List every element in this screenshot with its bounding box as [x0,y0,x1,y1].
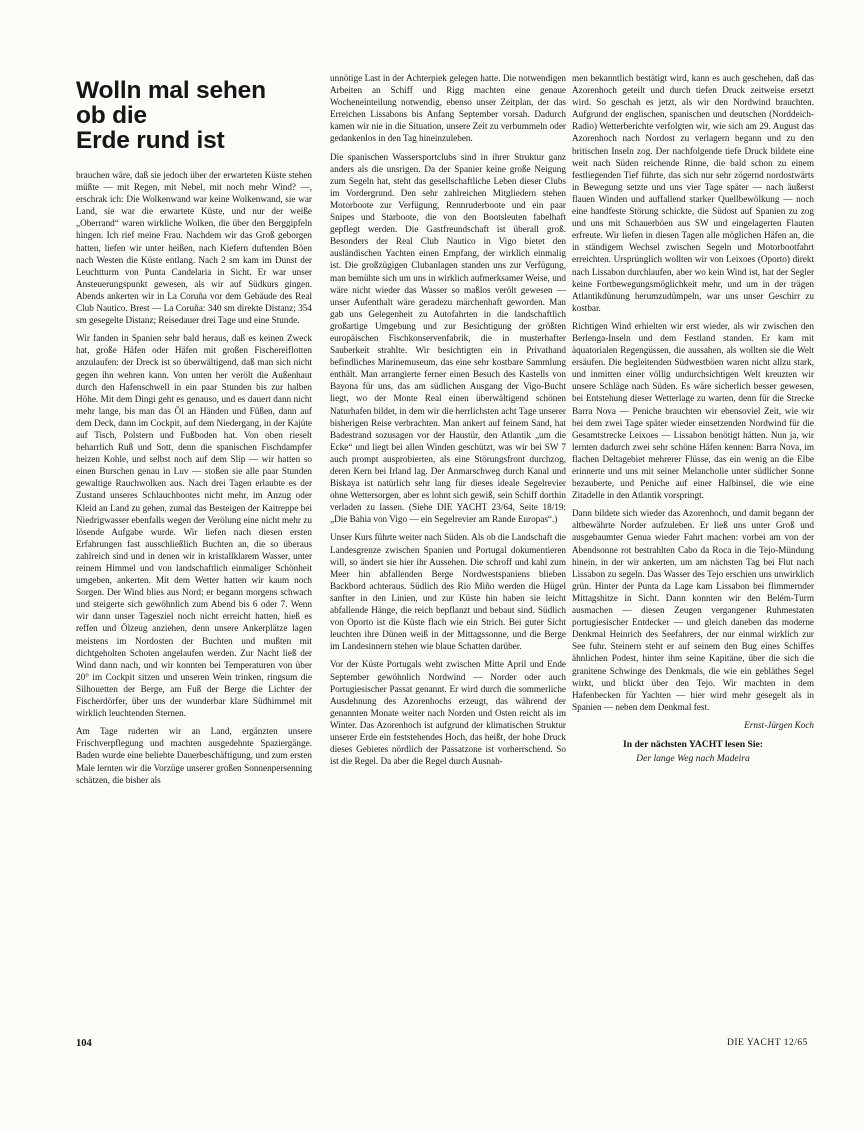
paragraph: unnötige Last in der Achterpiek gelegen hatte. Die notwendigen Arbeiten an Schiff und Rigg machten eine genaue Wocheneinteilung notwendig, ebenso unser Zeitplan, der das Erreichen Lissabons bis Anfang September vorsah. Dadurch kamen wir nie in die Situation, unsere Zeit zu verbummeln oder gedankenlos in den Tag hineinzuleben. [330,73,566,144]
paragraph: Unser Kurs führte weiter nach Süden. Als ob die Landschaft die Landesgrenze zwischen Spanien und Portugal dokumentieren will, so ändert sie hier ihr Aussehen. Die schroff und kahl zum Meer hin abfallenden Berge Nordwestspaniens blieben Backbord achteraus. Südlich des Rio Miño werden die Hügel sanfter in den Linien, und zur Küste hin haben sie leicht abfallende Hänge, die reich bepflanzt und bebaut sind. Südlich von Oporto ist die Küste flach wie ein Strich. Bei guter Sicht leuchten ihre Dünen weiß in der Mittagssonne, und die Berge im Landesinnern stehen wie blaue Schatten darüber. [330,532,566,652]
paragraph: Die spanischen Wassersportclubs sind in ihrer Struktur ganz anders als die unsrigen. Da der Spanier keine große Neigung zum Segeln hat, steht das gesellschaftliche Leben dieser Clubs im Vordergrund. Den sehr zahlreichen Mitgliedern stehen Motorboote zur Verfügung, Rennruderboote und ein paar Snipes und Starboote, die von den Bootsleuten fabelhaft gepflegt werden. Die Gastfreundschaft ist überall groß. Besonders der Real Club Nautico in Vigo bietet den ausländischen Yachten einen Empfang, der wirklich einmalig ist. Die großzügigen Clubanlagen standen uns zur Verfügung, man bemühte sich um uns in wirklich aufmerksamer Weise, und wäre nicht wieder das Wasser so maßlos verölt gewesen — unser Aufenthalt wäre geradezu märchenhaft geworden. Man gab uns Gelegenheit zu Autofahrten in die landschaftlich großartige Umgebung und zur Besichtigung der größten europäischen Fischkonservenfabrik, die in musterhafter Sauberkeit strahlte. Wir besichtigten ein in Privathand befindliches Marinemuseum, das eine sehr kostbare Sammlung enthält. Man arrangierte ferner einen Besuch des Kastells von Bayona für uns, das am südlichen Ausgang der Vigo-Bucht liegt, wo der Monte Real einen überwältigend schönen Naturhafen bildet, in dem wir die herrlichsten acht Tage unserer bisherigen Reise verbrachten. Man ankert auf feinem Sand, hat Badestrand sozusagen vor der Haustür, den Atlantik „um die Ecke“ und liegt bei allen Winden geschützt, was wir bei SW 7 auch prompt ausprobierten, als eine Störungsfront durchzog, deren Kern bei Irland lag. Der Anmarschweg durch Kanal und Biskaya ist natürlich sehr lang für dieses ideale Segelrevier ohne Wettersorgen, aber es lohnt sich gewiß, sein Schiff dorthin verladen zu lassen. (Siehe DIE YACHT 23/64, Seite 18/19: „Die Bahia von Vigo — ein Segelrevier am Rande Europas“.) [330,151,566,525]
next-issue-teaser [572,739,814,765]
paragraph: Wir fanden in Spanien sehr bald heraus, daß es keinen Zweck hat, große Häfen oder Häfen mit großen Fischereiflotten anzulaufen: der Dreck ist so überwältigend, daß man sich nicht gegen ihn wehren kann. Von unten her verölt die Außenhaut durch den Hafenschwell in ein paar Stunden bis zur halben Höhe. Mit dem Dingi geht es genauso, und es dauert dann nicht mehr lange, bis man das Öl an Händen und Füßen, dann auf dem Deck, dann im Cockpit, auf dem Niedergang, in der Kajüte auf Tisch, Polstern und Fußboden hat. Von oben rieselt beharrlich Ruß und Sott, denn die spanischen Fischdampfer heizen Kohle, und selbst noch auf dem Slip — wir hatten so einen Burschen genau in Luv — stoßen sie alle paar Stunden gewaltige Rauchwolken aus. Nach drei Tagen erlaubte es der Zustand unseres Schlauchbootes nicht mehr, im Anzug oder Kleid an Land zu gehen, zumal das Besteigen der Kaitreppe bei Niedrigwasser ebenfalls wegen der Verölung eine nicht mehr zu lösende Aufgabe wurde. Wir liefen nach diesen ersten Erfahrungen fast ausschließlich Buchten an, die so überaus zahlreich sind und in denen wir in kristallklarem Wasser, unter reinem Himmel und von landschaftlich einmaliger Schönheit umgeben, ankerten. Mit dem Wetter hatten wir kaum noch Sorgen. Der Wind blies aus Nord; er begann morgens schwach und steigerte sich gewöhnlich zum Abend bis 6 oder 7. Wenn wir dann unser Tagesziel noch nicht erreicht hatten, hieß es reffen und Ölzeug anziehen, denn unsere Ankerplätze lagen meistens im Nordosten der Buchten und mußten mit dichtgeholten Schoten angelaufen werden. Zur Nacht ließ der Wind dann nach, und wir konnten bei Temperaturen von über 20° im Cockpit sitzen und unseren Wein trinken, ringsum die Silhouetten der Berge, am Fuß der Berge die Lichter der Fischerdörfer, über uns der wunderbar klare Südhimmel mit wirklich leuchtenden Sternen. [76,333,312,719]
next-issue-title: Der lange Weg nach Madeira [636,753,750,765]
article-headline [76,78,312,153]
headline-line-3: Erde rund ist [76,127,225,154]
paragraph: Dann bildete sich wieder das Azorenhoch, und damit begann der altbewährte Norder aufzuleben. Er ließ uns unter Groß und ausgebaumter Genua wieder Fahrt machen: vorbei am von der Abendsonne rot bestrahlten Cabo da Roca in die Tejo-Mündung hinein, in der wir ankerten, um am nächsten Tag bei Flut nach Lissabon zu segeln. Das Wasser des Tejo erschien uns unwirklich grün. Hinter der Punta da Lage kam Lissabon bei flimmernder Mittagshitze in Sicht. Dann konnten wir den Belém-Turm ausmachen — diesen Zeugen vergangener Ruhmestaten portugiesischer Entdecker — und gleich daneben das moderne Denkmal Heinrich des Seefahrers, der nur einmal wirklich zur See fuhr. Steinern steht er auf seinem den Bug eines Schiffes ähnlichen Podest, hinter ihm seine Kapitäne, über die sich die granitene Schwinge des Denkmals, die wie ein gebläthes Segel wirkt, und blickt über den Tejo. Wir machten in dem Hafenbecken für Yachten — hier wird mehr gesegelt als in Spanien — neben dem Denkmal fest. [572,508,814,712]
headline-line-1: Wolln mal sehen [76,77,266,104]
paragraph: Am Tage ruderten wir an Land, ergänzten unsere Frischverpflegung und machten ausgedehnte Spaziergänge. Baden wurde eine beliebte Dauerbeschäftigung, und zum ersten Male lernten wir die Vorzüge unserer großen Sonnenpersenning schätzen, die bisher als [76,726,312,785]
paragraph: Richtigen Wind erhielten wir erst wieder, als wir zwischen den Berlenga-Inseln und dem Festland standen. Er kam mit äquatorialen Regengüssen, die aussahen, als wollten sie die Welt ersäufen. Die begleitenden Südwestböen waren nicht allzu stark, und inmitten einer völlig undurchsichtigen Welt kreuzten wir unsere Schläge nach Süden. Es wäre sicherlich besser gewesen, bei Entstehung dieser Wetterlage zu warten, denn für die Strecke Barra Nova — Peniche brauchten wir ebensoviel Zeit, wie wir bei dem zwei Tage später wieder einsetzenden Nordwind für die Gesamtstrecke Leixoes — Lissabon benötigt hätten. Nun ja, wir lernten dadurch zwei sehr schöne Häfen kennen: Barra Nova, im flachen Deltagebiet mehrerer Flüsse, das ein wenig an die Elbe erinnerte und uns mit seiner Melancholie unter südlicher Sonne bezauberte, und Peniche auf einer Halbinsel, die wie eine Zitadelle in den Atlantik vorspringt. [572,320,814,501]
issue-label: DIE YACHT 12/65 [727,1038,808,1048]
article-column-3 [572,72,814,765]
article-column-1 [76,78,312,792]
article-column-2 [330,72,566,773]
paragraph: Vor der Küste Portugals weht zwischen Mitte April und Ende September gewöhnlich Nordwind — Norder oder auch Portugiesischer Passat genannt. Er wird durch die sommerliche Ausdehnung des Azorenhochs erzeugt, das während der genannten Monate weiter nach Norden und Osten reicht als im Winter. Das Azorenhoch ist aufgrund der klimatischen Struktur unserer Erde ein feststehendes Hoch, das heißt, der hohe Druck dieses Gebietes nördlich der Passatzone ist vorherrschend. So ist die Regel. Da aber die Regel durch Ausnah- [330,659,566,767]
next-issue-heading: In der nächsten YACHT lesen Sie: [623,738,763,750]
paragraph: brauchen wäre, daß sie jedoch über der erwarteten Küste stehen müßte — mit Regen, mit Nebel, mit noch mehr Wind? —, erschrak ich: Die Wolkenwand war keine Wolkenwand, sie war Land, sie war die erwartete Küste, und nur der weiße „Oberrand“ waren wirkliche Wolken, die über den Berggipfeln hingen. Ich rief meine Frau. Nachdem wir das Groß geborgen hatten, liefen wir unter heißen, nach Kiefern duftenden Böen nach Westen die Küste entlang. Nach 2 sm kam im Dunst der Leuchtturm von Punta Candelaria in Sicht. Er war unser Ansteuerungspunkt gewesen, als wir auf Südkurs gingen. Abends ankerten wir in La Coruña vor dem Gebäude des Real Club Nautico. Brest — La Coruña: 340 sm direkte Distanz; 354 sm gesegelte Distanz; Reisedauer drei Tage und eine Stunde. [76,170,312,326]
page-number: 104 [76,1038,92,1049]
headline-line-2: ob die [76,102,147,129]
paragraph: men bekanntlich bestätigt wird, kann es auch geschehen, daß das Azorenhoch geteilt und durch tiefen Druck zeitweise ersetzt wird. So geschah es jetzt, als wir den Nordwind brauchten. Aufgrund der englischen, spanischen und deutschen (Norddeich-Radio) Wetterberichte verfolgten wir, wie sich am 29. August das Azorenhoch nach Nordost zu verlagern begann und zu den britischen Inseln zog. Der nachfolgende tiefe Druck bildete eine weit nach Süden reichende Rinne, die bald schon zu einem festliegenden Tief führte, das sich nur sehr zögernd nordostwärts in Bewegung setzte und uns vier Tage später — nach äußerst flauen Winden und auffallend starker Quellbewölkung — noch eine handfeste Störung schickte, die Südost auf Spanien zu zog und uns mit Schauerböen aus SW und eingelagerten Flauten erfreute. Wir liefen in diesen Tagen alle möglichen Häfen an, die in ständigem Wechsel zwischen Segeln und Motorbootfahrt erreichten. Ursprünglich wollten wir von Leixoes (Oporto) direkt nach Lissabon durchlaufen, aber wo kein Wind ist, hat der Segler keine Fortbewegungsmöglichkeit mehr, und um in der trägen Atlantikdünung herumzudümpeln, war uns unser Geschirr zu kostbar. [572,73,814,313]
author-byline: Ernst-Jürgen Koch [744,719,814,730]
